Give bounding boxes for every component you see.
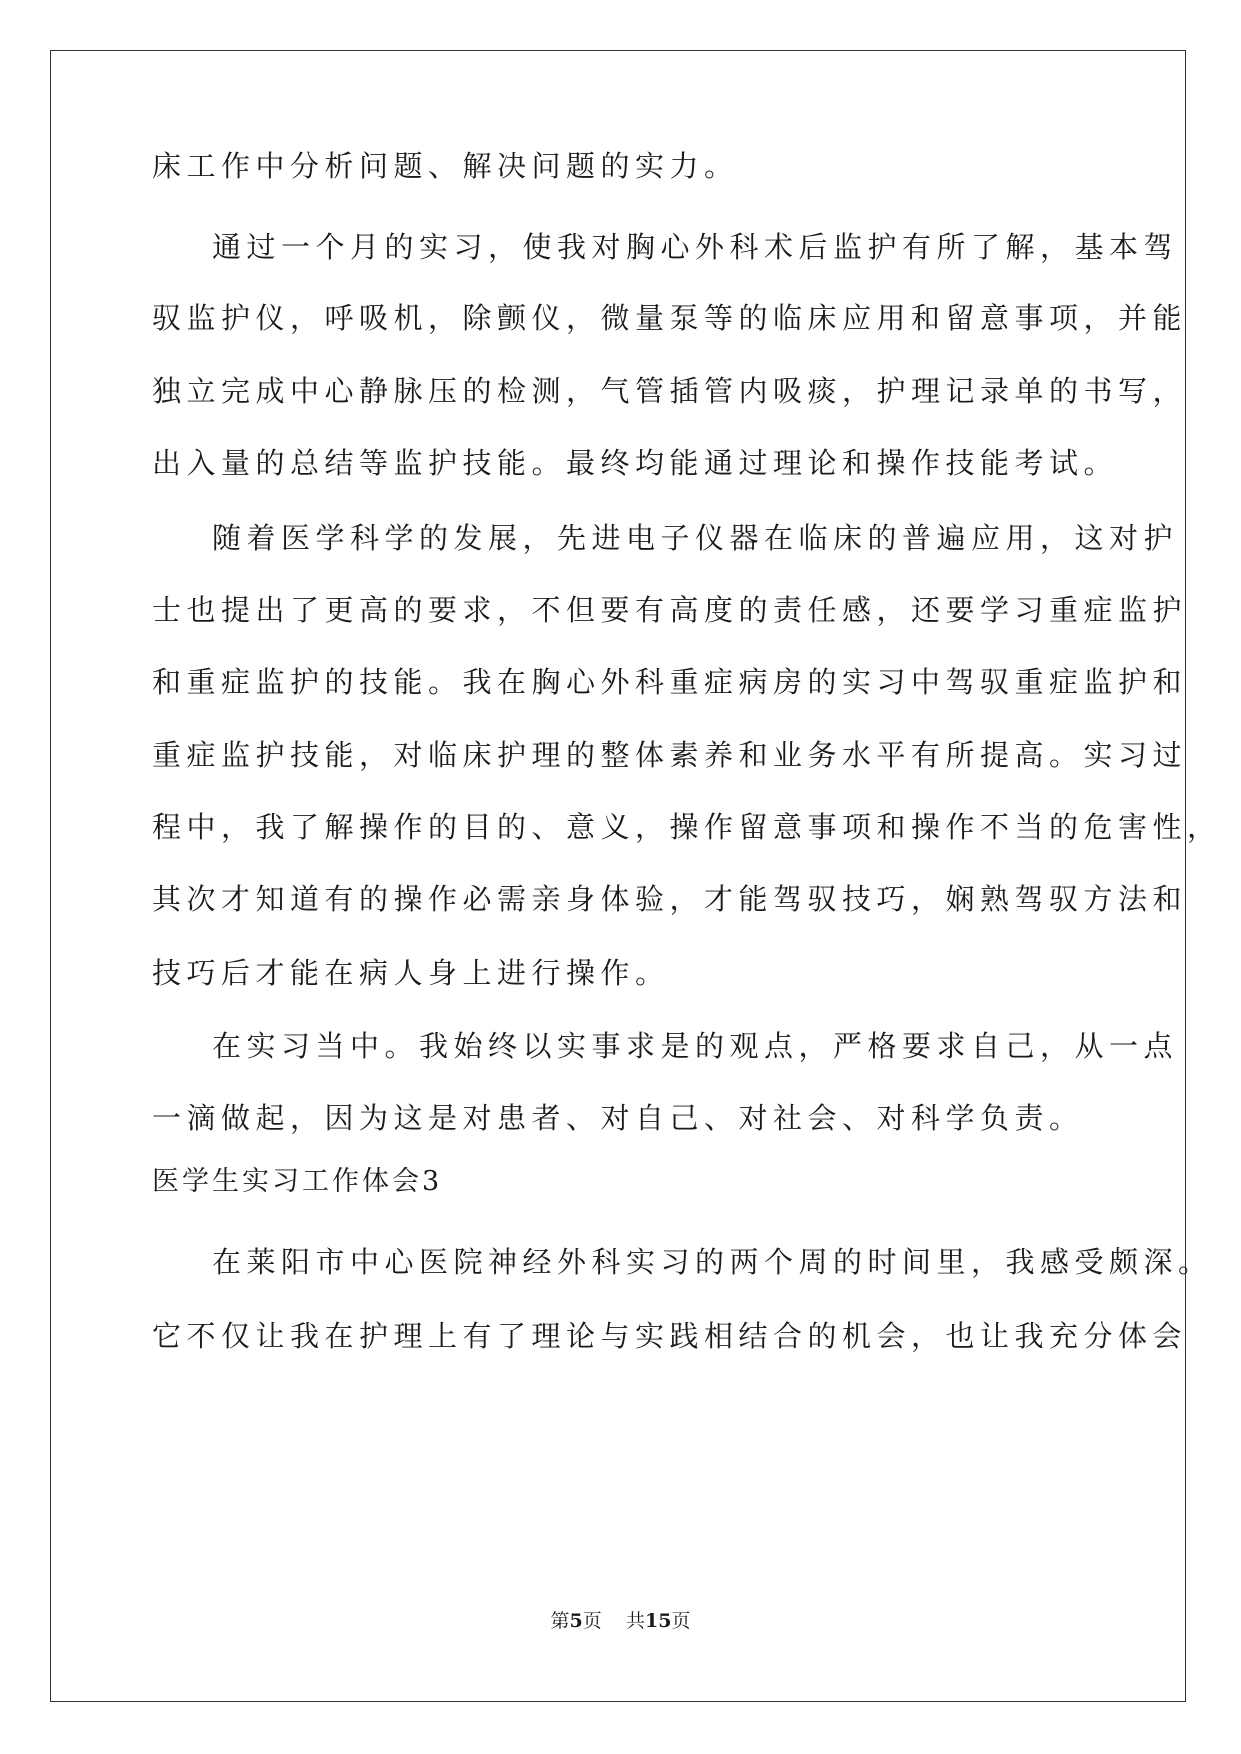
body-line-1: 床工作中分析问题、解决问题的实力。	[152, 149, 739, 183]
body-line-7: 士也提出了更高的要求，不但要有高度的责任感，还要学习重症监护	[152, 593, 1188, 627]
footer-page-suffix: 页	[582, 1610, 602, 1632]
body-line-9: 重症监护技能，对临床护理的整体素养和业务水平有所提高。实习过	[152, 738, 1188, 772]
body-line-12: 技巧后才能在病人身上进行操作。	[152, 956, 670, 990]
footer-total-pages: 15	[644, 1610, 672, 1632]
section-line-1: 在莱阳市中心医院神经外科实习的两个周的时间里，我感受颇深。	[212, 1245, 1213, 1279]
body-line-14: 一滴做起，因为这是对患者、对自己、对社会、对科学负责。	[152, 1101, 1084, 1135]
page-footer	[0, 1609, 1241, 1633]
footer-total-prefix: 共	[625, 1610, 645, 1632]
body-line-3: 驭监护仪，呼吸机，除颤仪，微量泵等的临床应用和留意事项，并能	[152, 301, 1188, 335]
body-line-4: 独立完成中心静脉压的检测，气管插管内吸痰，护理记录单的书写，	[152, 374, 1188, 408]
body-line-2: 通过一个月的实习，使我对胸心外科术后监护有所了解，基本驾	[212, 230, 1179, 264]
section-line-2: 它不仅让我在护理上有了理论与实践相结合的机会，也让我充分体会	[152, 1319, 1188, 1353]
body-line-13: 在实习当中。我始终以实事求是的观点，严格要求自己，从一点	[212, 1029, 1179, 1063]
body-line-11: 其次才知道有的操作必需亲身体验，才能驾驭技巧，娴熟驾驭方法和	[152, 882, 1188, 916]
body-line-5: 出入量的总结等监护技能。最终均能通过理论和操作技能考试。	[152, 446, 1119, 480]
body-line-10: 程中，我了解操作的目的、意义，操作留意事项和操作不当的危害性，	[152, 810, 1222, 844]
body-line-8: 和重症监护的技能。我在胸心外科重症病房的实习中驾驭重症监护和	[152, 665, 1188, 699]
footer-total-suffix: 页	[671, 1610, 691, 1632]
body-line-6: 随着医学科学的发展，先进电子仪器在临床的普遍应用，这对护	[212, 521, 1179, 555]
page-border	[50, 50, 1186, 1702]
footer-page-prefix: 第	[550, 1610, 570, 1632]
section-heading: 医学生实习工作体会3	[152, 1166, 443, 1197]
footer-page-number: 5	[569, 1610, 583, 1632]
